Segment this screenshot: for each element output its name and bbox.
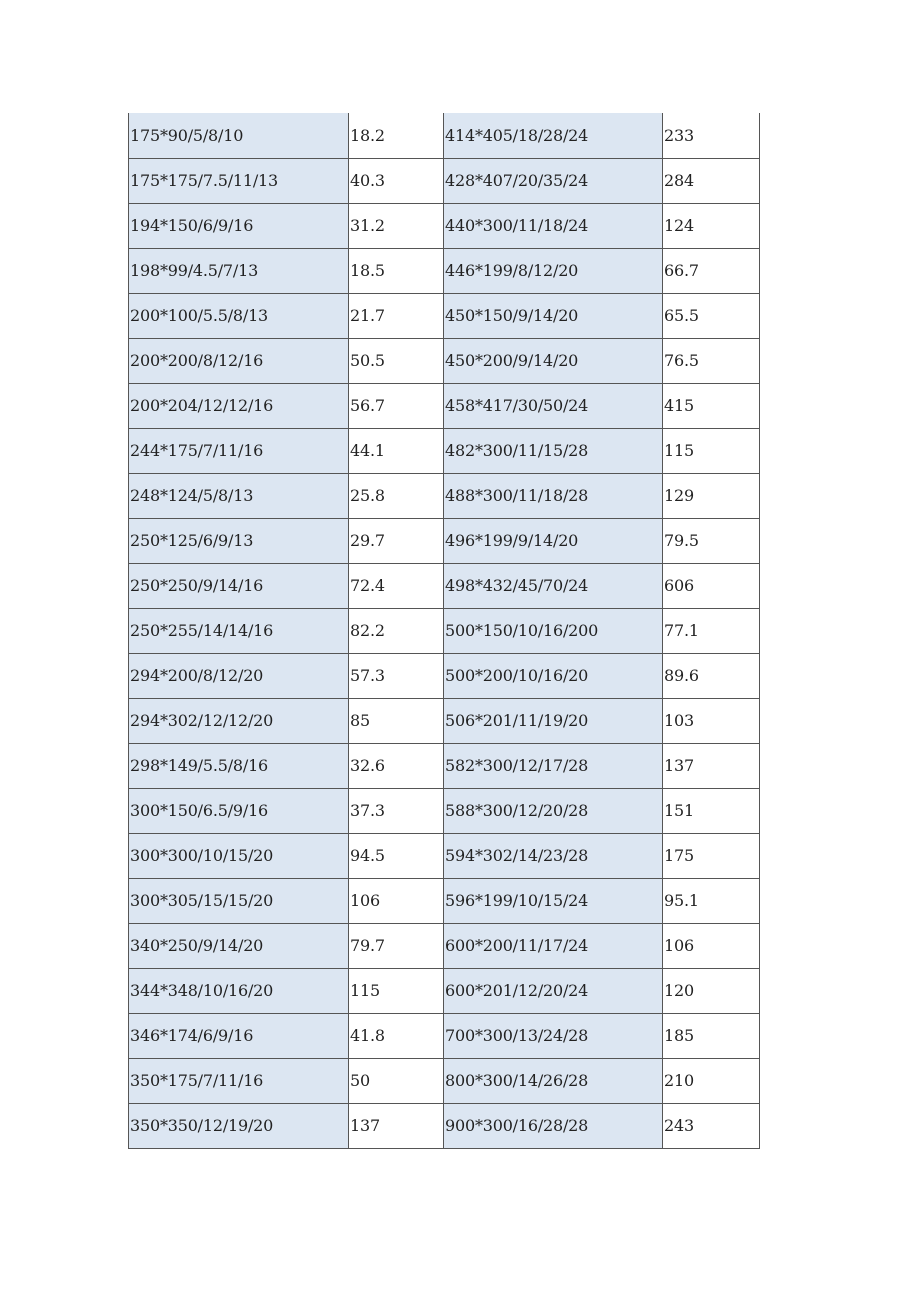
spec-left-cell: 300*305/15/15/20: [129, 878, 349, 923]
spec-left-cell: 300*300/10/15/20: [129, 833, 349, 878]
spec-left-cell: 346*174/6/9/16: [129, 1013, 349, 1058]
weight-right-cell: 106: [663, 923, 760, 968]
spec-left-cell: 200*200/8/12/16: [129, 338, 349, 383]
spec-right-cell: 482*300/11/15/28: [444, 428, 663, 473]
table-row: [129, 1058, 760, 1103]
weight-left-cell: 31.2: [349, 203, 444, 248]
spec-weight-table: [128, 113, 760, 1149]
weight-left-cell: 32.6: [349, 743, 444, 788]
weight-right-cell: 77.1: [663, 608, 760, 653]
weight-left-cell: 44.1: [349, 428, 444, 473]
weight-right-cell: 79.5: [663, 518, 760, 563]
weight-left-cell: 57.3: [349, 653, 444, 698]
weight-left-cell: 41.8: [349, 1013, 444, 1058]
table-row: [129, 923, 760, 968]
weight-right-cell: 89.6: [663, 653, 760, 698]
table-row: [129, 473, 760, 518]
table-row: [129, 248, 760, 293]
spec-left-cell: 248*124/5/8/13: [129, 473, 349, 518]
weight-left-cell: 50.5: [349, 338, 444, 383]
spec-left-cell: 250*250/9/14/16: [129, 563, 349, 608]
weight-right-cell: 415: [663, 383, 760, 428]
weight-left-cell: 85: [349, 698, 444, 743]
weight-left-cell: 25.8: [349, 473, 444, 518]
table-row: [129, 1103, 760, 1148]
spec-right-cell: 800*300/14/26/28: [444, 1058, 663, 1103]
table-row: [129, 878, 760, 923]
table-row: [129, 293, 760, 338]
table-row: [129, 338, 760, 383]
weight-right-cell: 120: [663, 968, 760, 1013]
table-row: [129, 563, 760, 608]
table-row: [129, 428, 760, 473]
weight-left-cell: 21.7: [349, 293, 444, 338]
table-row: [129, 788, 760, 833]
spec-left-cell: 344*348/10/16/20: [129, 968, 349, 1013]
weight-left-cell: 18.5: [349, 248, 444, 293]
spec-right-cell: 596*199/10/15/24: [444, 878, 663, 923]
spec-right-cell: 496*199/9/14/20: [444, 518, 663, 563]
weight-left-cell: 37.3: [349, 788, 444, 833]
weight-right-cell: 233: [663, 113, 760, 158]
table-row: [129, 833, 760, 878]
table-row: [129, 113, 760, 158]
table-row: [129, 968, 760, 1013]
weight-right-cell: 210: [663, 1058, 760, 1103]
spec-left-cell: 200*100/5.5/8/13: [129, 293, 349, 338]
spec-right-cell: 498*432/45/70/24: [444, 563, 663, 608]
table-row: [129, 518, 760, 563]
spec-right-cell: 900*300/16/28/28: [444, 1103, 663, 1148]
table-row: [129, 383, 760, 428]
spec-left-cell: 250*255/14/14/16: [129, 608, 349, 653]
spec-right-cell: 600*201/12/20/24: [444, 968, 663, 1013]
weight-left-cell: 115: [349, 968, 444, 1013]
table-row: [129, 1013, 760, 1058]
spec-right-cell: 700*300/13/24/28: [444, 1013, 663, 1058]
weight-right-cell: 151: [663, 788, 760, 833]
spec-left-cell: 350*350/12/19/20: [129, 1103, 349, 1148]
spec-left-cell: 194*150/6/9/16: [129, 203, 349, 248]
spec-left-cell: 350*175/7/11/16: [129, 1058, 349, 1103]
weight-left-cell: 82.2: [349, 608, 444, 653]
table-row: [129, 743, 760, 788]
weight-left-cell: 94.5: [349, 833, 444, 878]
spec-left-cell: 244*175/7/11/16: [129, 428, 349, 473]
spec-left-cell: 300*150/6.5/9/16: [129, 788, 349, 833]
weight-right-cell: 284: [663, 158, 760, 203]
spec-left-cell: 294*200/8/12/20: [129, 653, 349, 698]
spec-left-cell: 294*302/12/12/20: [129, 698, 349, 743]
weight-right-cell: 103: [663, 698, 760, 743]
weight-right-cell: 137: [663, 743, 760, 788]
weight-left-cell: 79.7: [349, 923, 444, 968]
weight-left-cell: 18.2: [349, 113, 444, 158]
spec-right-cell: 450*150/9/14/20: [444, 293, 663, 338]
weight-right-cell: 115: [663, 428, 760, 473]
spec-right-cell: 588*300/12/20/28: [444, 788, 663, 833]
spec-right-cell: 488*300/11/18/28: [444, 473, 663, 518]
weight-right-cell: 76.5: [663, 338, 760, 383]
weight-right-cell: 124: [663, 203, 760, 248]
spec-right-cell: 440*300/11/18/24: [444, 203, 663, 248]
table-row: [129, 203, 760, 248]
table-row: [129, 158, 760, 203]
table-body: [129, 113, 760, 1148]
weight-right-cell: 66.7: [663, 248, 760, 293]
spec-left-cell: 175*90/5/8/10: [129, 113, 349, 158]
weight-right-cell: 243: [663, 1103, 760, 1148]
spec-right-cell: 600*200/11/17/24: [444, 923, 663, 968]
table-row: [129, 608, 760, 653]
weight-left-cell: 106: [349, 878, 444, 923]
weight-left-cell: 137: [349, 1103, 444, 1148]
spec-right-cell: 428*407/20/35/24: [444, 158, 663, 203]
weight-left-cell: 40.3: [349, 158, 444, 203]
table-row: [129, 698, 760, 743]
spec-right-cell: 594*302/14/23/28: [444, 833, 663, 878]
weight-left-cell: 56.7: [349, 383, 444, 428]
weight-right-cell: 65.5: [663, 293, 760, 338]
spec-left-cell: 198*99/4.5/7/13: [129, 248, 349, 293]
weight-right-cell: 95.1: [663, 878, 760, 923]
weight-right-cell: 175: [663, 833, 760, 878]
spec-right-cell: 506*201/11/19/20: [444, 698, 663, 743]
weight-left-cell: 29.7: [349, 518, 444, 563]
table-row: [129, 653, 760, 698]
spec-right-cell: 414*405/18/28/24: [444, 113, 663, 158]
weight-right-cell: 185: [663, 1013, 760, 1058]
spec-left-cell: 200*204/12/12/16: [129, 383, 349, 428]
weight-left-cell: 50: [349, 1058, 444, 1103]
spec-right-cell: 458*417/30/50/24: [444, 383, 663, 428]
spec-right-cell: 446*199/8/12/20: [444, 248, 663, 293]
spec-right-cell: 500*200/10/16/20: [444, 653, 663, 698]
weight-left-cell: 72.4: [349, 563, 444, 608]
weight-right-cell: 606: [663, 563, 760, 608]
weight-right-cell: 129: [663, 473, 760, 518]
spec-right-cell: 582*300/12/17/28: [444, 743, 663, 788]
spec-left-cell: 340*250/9/14/20: [129, 923, 349, 968]
spec-left-cell: 250*125/6/9/13: [129, 518, 349, 563]
spec-right-cell: 450*200/9/14/20: [444, 338, 663, 383]
spec-left-cell: 298*149/5.5/8/16: [129, 743, 349, 788]
spec-left-cell: 175*175/7.5/11/13: [129, 158, 349, 203]
spec-right-cell: 500*150/10/16/200: [444, 608, 663, 653]
